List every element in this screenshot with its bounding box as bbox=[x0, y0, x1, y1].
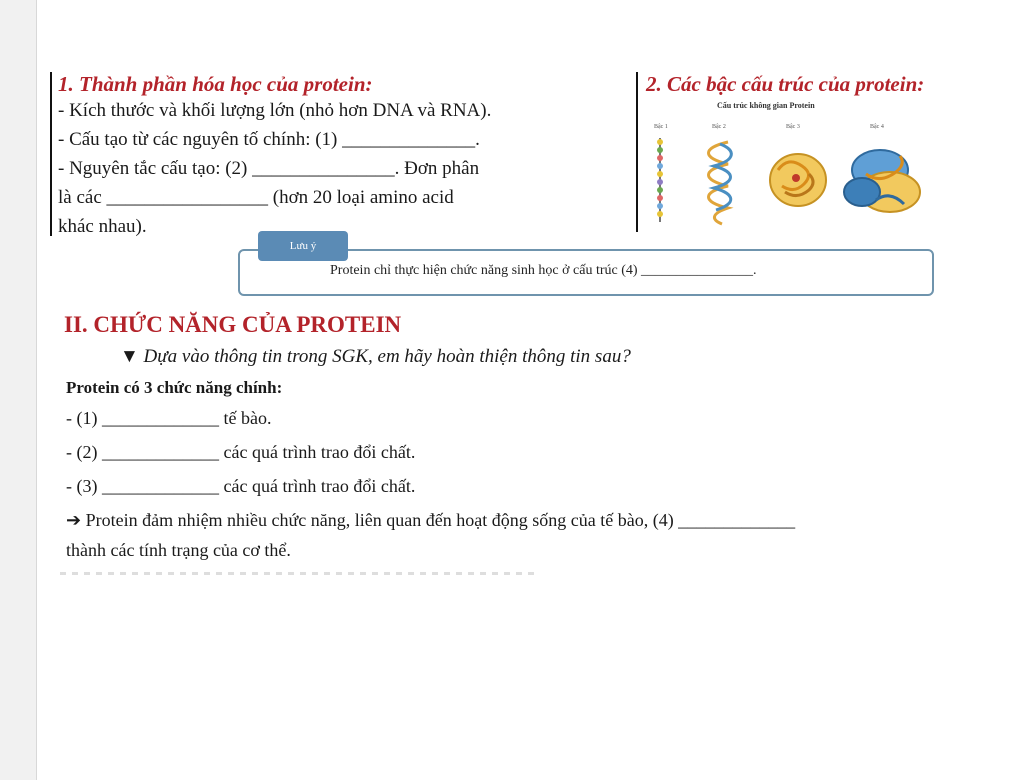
figure-label-3: Bậc 3 bbox=[786, 124, 800, 130]
function-item-3: - (3) _____________ các quá trình trao đổi chất. bbox=[66, 476, 416, 496]
composition-heading: 1. Thành phần hóa học của protein: bbox=[58, 72, 373, 96]
page-left-margin bbox=[0, 0, 37, 780]
composition-line-3: - Nguyên tắc cấu tạo: (2) _______________. Đơn phân bbox=[58, 158, 480, 179]
function-item-2: - (2) _____________ các quá trình trao đổi chất. bbox=[66, 442, 416, 462]
composition-line-1: - Kích thước và khối lượng lớn (nhỏ hơn DNA và RNA). bbox=[58, 100, 492, 121]
function-item-1: - (1) _____________ tế bào. bbox=[66, 408, 272, 428]
figure-label-4: Bậc 4 bbox=[870, 124, 884, 130]
conclusion-line-2: thành các tính trạng của cơ thể. bbox=[66, 540, 291, 560]
figure-label-2: Bậc 2 bbox=[712, 124, 726, 130]
quaternary-structure-complex bbox=[844, 150, 920, 212]
note-tab: Lưu ý bbox=[258, 231, 348, 261]
figure-label-1: Bậc 1 bbox=[654, 124, 668, 130]
composition-line-4: là các _________________ (hơn 20 loại amino acid bbox=[58, 187, 454, 208]
primary-structure-chain bbox=[657, 138, 663, 222]
structure-heading: 2. Các bậc cấu trúc của protein: bbox=[646, 72, 925, 96]
part2-instruction: ▼ Dựa vào thông tin trong SGK, em hãy hoàn thiện thông tin sau? bbox=[120, 346, 631, 367]
composition-line-2: - Cấu tạo từ các nguyên tố chính: (1) ______________. bbox=[58, 129, 480, 150]
tertiary-structure-blob bbox=[770, 154, 826, 206]
protein-structure-figure bbox=[640, 130, 930, 230]
column-divider bbox=[636, 72, 638, 232]
conclusion-line-1: ➔ Protein đảm nhiệm nhiều chức năng, liên quan đến hoạt động sống của tế bào, (4) _____________ bbox=[66, 510, 796, 530]
figure-title: Cấu trúc không gian Protein bbox=[717, 101, 815, 110]
faded-text-line bbox=[60, 572, 540, 575]
part2-heading: II. CHỨC NĂNG CỦA PROTEIN bbox=[64, 312, 402, 337]
note-text: Protein chỉ thực hiện chức năng sinh học ở cấu trúc (4) ________________. bbox=[330, 263, 757, 278]
secondary-structure-helix bbox=[709, 142, 732, 224]
functions-subheading: Protein có 3 chức năng chính: bbox=[66, 378, 283, 397]
composition-line-5: khác nhau). bbox=[58, 216, 147, 237]
left-border-line bbox=[50, 72, 52, 236]
